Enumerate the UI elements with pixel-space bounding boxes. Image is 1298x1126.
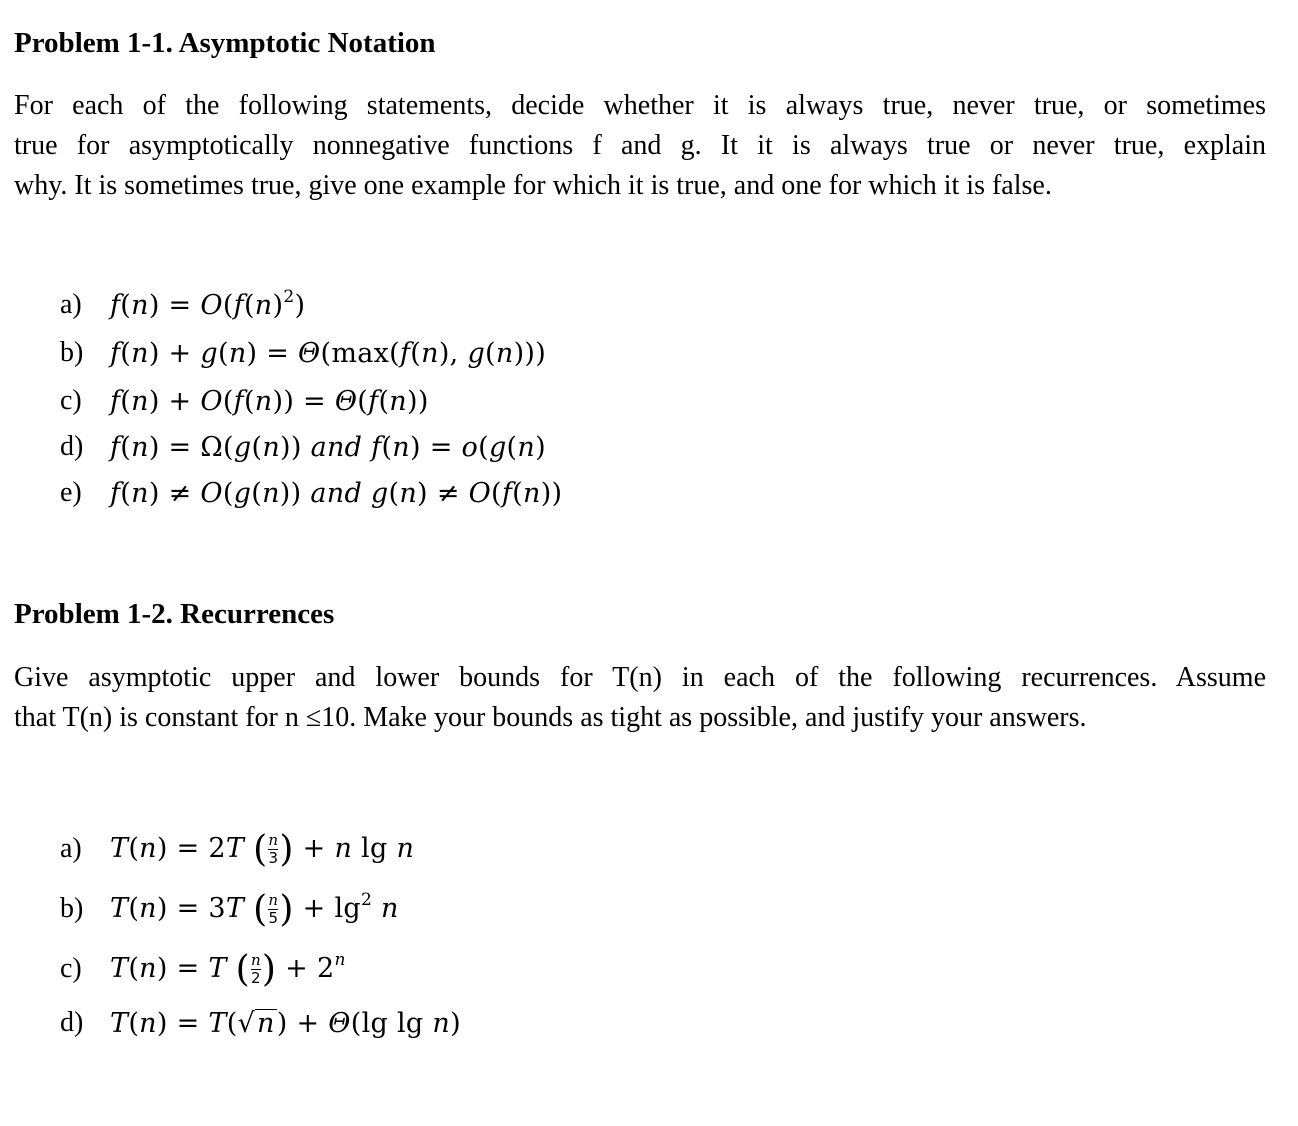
problem-1-intro-line: For each of the following statements, decide whether it is always true, never true, or sometimes [14, 90, 1266, 121]
problem-1-intro-line: true for asymptotically nonnegative functions f and g. It it is always true or never true, explain [14, 130, 1266, 161]
item-label: c) [60, 385, 82, 416]
list-item [60, 826, 414, 872]
problem-2-intro-line: that T(n) is constant for n ≤10. Make your bounds as tight as possible, and justify your answers. [14, 702, 1087, 733]
math-expression: f(n) ≠ O(g(n)) and g(n) ≠ O(f(n)) [110, 477, 563, 509]
math-expression: T(n) = T ( $\frac{n}{2}$ ) + $2^n$ [110, 948, 346, 990]
math-expression: T(n) = T(√n) + Θ(lg lg n) [110, 1007, 461, 1039]
math-expression: f(n) + O(f(n)) = Θ(f(n)) [110, 385, 429, 417]
problem-1-title: Problem 1-1. Asymptotic Notation [14, 27, 436, 59]
problem-2-intro-line: Give asymptotic upper and lower bounds for T(n) in each of the following recurrences. Assume [14, 662, 1266, 693]
item-label: d) [60, 431, 84, 462]
item-label: d) [60, 1007, 84, 1038]
math-expression: T(n) = 3T ( $\frac{n}{5}$ ) + $\lg^2 n$ [110, 888, 399, 930]
list-item [60, 330, 546, 376]
list-item [60, 378, 429, 424]
item-label: b) [60, 337, 84, 368]
list-item [60, 424, 546, 470]
list-item [60, 886, 399, 932]
problem-2-title: Problem 1-2. Recurrences [14, 598, 335, 630]
problem-1-intro-line: why. It is sometimes true, give one example for which it is true, and one for which it is false. [14, 170, 1052, 201]
math-expression: f(n) + g(n) = Θ(max(f(n), g(n))) [110, 337, 547, 369]
item-label: b) [60, 893, 84, 924]
math-expression: $f(n) = O(f(n)^2)$ [110, 286, 306, 321]
problem-2-intro [14, 658, 1266, 738]
list-item [60, 1000, 461, 1046]
list-item [60, 946, 346, 992]
item-label: e) [60, 477, 82, 508]
list-item [60, 470, 562, 516]
list-item [60, 282, 305, 328]
item-label: c) [60, 953, 82, 984]
item-label: a) [60, 833, 82, 864]
math-expression: T(n) = 2T ( $\frac{n}{3}$ ) + n lg n [110, 828, 415, 870]
item-label: a) [60, 289, 82, 320]
problem-1-intro [14, 86, 1266, 206]
math-expression: f(n) = Ω(g(n)) and f(n) = o(g(n) [110, 431, 546, 463]
